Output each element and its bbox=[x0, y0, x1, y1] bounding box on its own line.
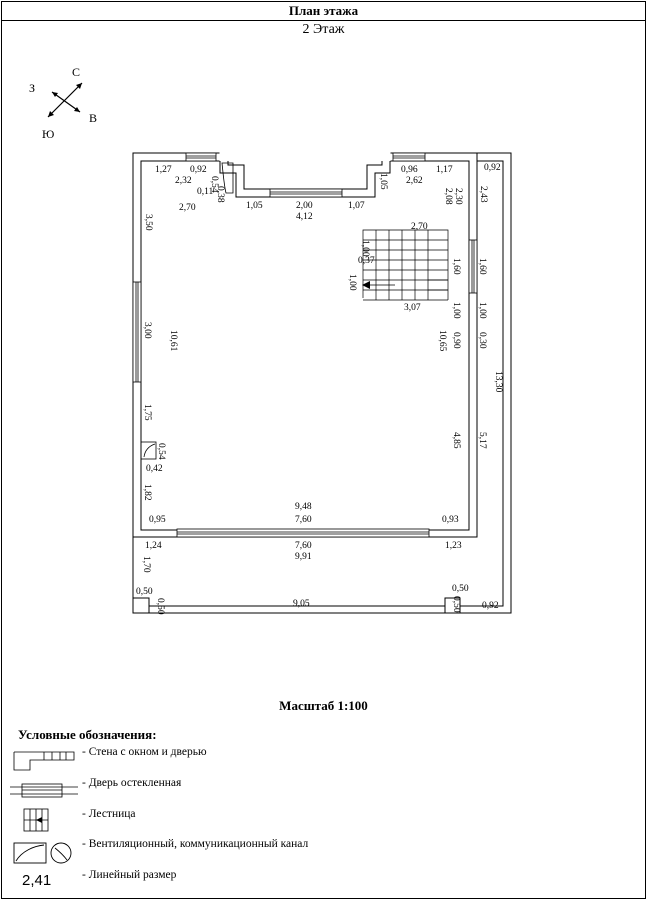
dim-27: 3,07 bbox=[404, 303, 421, 313]
dim-10: 1,07 bbox=[348, 201, 365, 211]
plan-header: План этажа bbox=[1, 1, 646, 21]
glazed-door bbox=[177, 529, 429, 537]
dim-39: 4,85 bbox=[451, 432, 461, 449]
legend-item-dimension: - Линейный размер bbox=[82, 869, 177, 881]
dim-24: 1,60 bbox=[451, 258, 461, 275]
legend-door-icon bbox=[10, 784, 78, 797]
dim-33: 0,90 bbox=[451, 332, 461, 349]
dim-12: 1,05 bbox=[378, 173, 388, 190]
dim-22: 1,00 bbox=[360, 240, 370, 257]
dim-19: 2,43 bbox=[478, 186, 488, 203]
dim-17: 2,08 bbox=[443, 188, 453, 205]
dim-1: 1,27 bbox=[155, 165, 172, 175]
dim-29: 1,00 bbox=[477, 302, 487, 319]
dim-35: 13,30 bbox=[493, 371, 503, 393]
floor-name: 2 Этаж bbox=[302, 22, 345, 37]
dim-20: 3,50 bbox=[143, 214, 153, 231]
dim-11: 4,12 bbox=[296, 212, 313, 222]
dim-13: 0,96 bbox=[401, 165, 418, 175]
dim-31: 10,61 bbox=[168, 330, 178, 352]
legend-wall-icon bbox=[14, 752, 74, 770]
dim-47: 7,60 bbox=[295, 541, 312, 551]
dim-30: 3,00 bbox=[142, 322, 152, 339]
legend-dimension-sample: 2,41 bbox=[22, 872, 52, 889]
dim-49: 9,91 bbox=[295, 552, 312, 562]
dim-3: 0,54 bbox=[209, 176, 219, 193]
legend-item-stairs: - Лестница bbox=[82, 808, 136, 820]
dim-26: 1,00 bbox=[347, 274, 357, 291]
staircase bbox=[363, 230, 448, 300]
dim-28: 1,00 bbox=[451, 302, 461, 319]
dim-15: 2,62 bbox=[406, 176, 423, 186]
dim-4: 2,32 bbox=[175, 176, 192, 186]
legend-item-door: - Дверь остекленная bbox=[82, 777, 182, 789]
legend-title: Условные обозначения: bbox=[18, 727, 157, 742]
dim-32: 10,65 bbox=[437, 330, 447, 352]
dim-52: 0,50 bbox=[155, 598, 165, 615]
dim-56: 0,92 bbox=[482, 601, 499, 611]
legend-stairs-arrow-icon bbox=[36, 817, 42, 823]
window-left bbox=[133, 282, 141, 382]
dim-36: 1,75 bbox=[142, 404, 152, 421]
window-right bbox=[469, 240, 477, 293]
dim-6: 0,38 bbox=[215, 186, 225, 203]
dim-21: 2,70 bbox=[411, 222, 428, 232]
compass-east: В bbox=[89, 111, 98, 125]
window-top-left bbox=[186, 153, 216, 161]
compass-south: Ю bbox=[42, 127, 55, 141]
dim-16: 0,92 bbox=[484, 163, 501, 173]
dim-44: 7,60 bbox=[295, 515, 312, 525]
dim-53: 0,50 bbox=[452, 584, 469, 594]
dim-7: 2,70 bbox=[179, 203, 196, 213]
dim-48: 1,23 bbox=[445, 541, 462, 551]
dim-45: 0,93 bbox=[442, 515, 459, 525]
dim-41: 1,82 bbox=[142, 484, 152, 501]
dim-25: 1,60 bbox=[477, 258, 487, 275]
dim-46: 1,24 bbox=[145, 541, 162, 551]
dim-9: 2,00 bbox=[296, 201, 313, 211]
dim-50: 1,70 bbox=[141, 556, 151, 573]
dim-55: 0,50 bbox=[451, 596, 461, 613]
dim-23: 0,37 bbox=[358, 256, 375, 266]
dim-42: 9,48 bbox=[295, 502, 312, 512]
dim-43: 0,95 bbox=[149, 515, 166, 525]
dim-5: 0,11 bbox=[197, 187, 214, 197]
vent-icon bbox=[141, 442, 156, 459]
legend-item-vent: - Вентиляционный, коммуникационный канал bbox=[82, 838, 309, 850]
dim-8: 1,05 bbox=[246, 201, 263, 211]
dim-14: 1,17 bbox=[436, 165, 453, 175]
dim-54: 9,05 bbox=[293, 599, 310, 609]
scale-label: Масштаб 1:100 bbox=[279, 698, 368, 713]
legend-vent-icon bbox=[14, 843, 71, 863]
dim-2: 0,92 bbox=[190, 165, 207, 175]
dim-34: 0,30 bbox=[477, 332, 487, 349]
dim-37: 0,54 bbox=[156, 443, 166, 460]
dim-38: 0,42 bbox=[146, 464, 163, 474]
compass-icon bbox=[48, 83, 82, 117]
dim-18: 2,30 bbox=[453, 188, 463, 205]
dim-51: 0,50 bbox=[136, 587, 153, 597]
compass-west: З bbox=[29, 81, 36, 95]
window-top-right bbox=[393, 153, 425, 161]
legend-item-wall: - Стена с окном и дверью bbox=[82, 746, 207, 758]
compass-north: С bbox=[72, 65, 81, 79]
dim-40: 5,17 bbox=[477, 432, 487, 449]
window-niche bbox=[270, 189, 342, 197]
